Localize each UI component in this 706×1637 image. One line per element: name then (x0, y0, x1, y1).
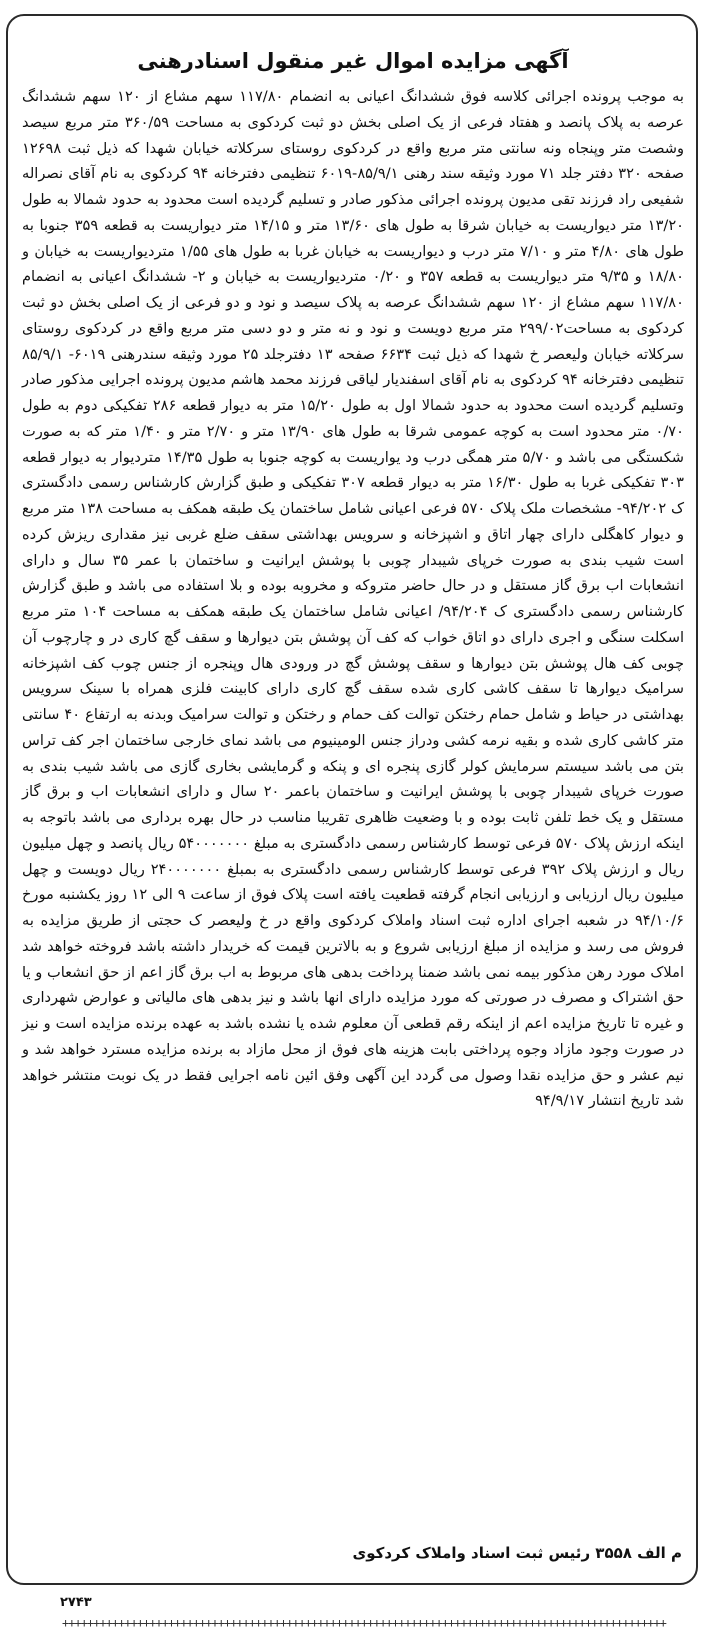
notice-signature: م الف ۳۵۵۸ رئیس ثبت اسناد واملاک کردکوی (352, 1544, 682, 1562)
notice-title: آگهی مزایده اموال غیر منقول اسنادرهنی (137, 49, 569, 73)
notice-code: ۲۷۴۳ (60, 1595, 92, 1610)
plus-divider: +++++++++++++++++++++++++++++++++++++++++++++++++++++++++++++++++++++++++++++++++++++++++++++++++ (62, 1616, 666, 1630)
notice-document (22, 44, 684, 1114)
notice-body: به موجب پرونده اجرائی کلاسه فوق ششدانگ اعیانی به انضمام ۱۱۷/۸۰ سهم مشاع از ۱۲۰ سهم ششدانگ عرصه به پلاک پانصد و هفتاد فرعی از یک اصلی بخش دو ثبت کردکوی به مساحت ۳۶۰/۵۹ متر مربع سیصد وشصت متر وپنجاه ونه سانتی متر مربع واقع در کردکوی روستای سرکلاته خیابان شهدا که ذیل ثبت ۱۲۶۹۸ صفحه ۳۲۰ دفتر جلد ۷۱ مورد وثیقه سند رهنی ۸۵/۹/۱-۶۰۱۹ تنظیمی دفترخانه ۹۴ کردکوی به نام آقای نصراله شفیعی راد فرزند تقی مدیون پرونده اجرائی مذکور صادر و تسلیم گردیده است محدود به حدود شمالا به طول ۱۳/۲۰ متر دیواریست به خیابان شرقا به طول های ۱۳/۶۰ متر و ۱۴/۱۵ متر دیواریست به قطعه ۳۵۹ جنوبا به طول های ۴/۸۰ متر و ۷/۱۰ متر درب و دیواریست به خیابان غربا به طول های ۱/۵۵ متردیواریست به خیابان و ۱۸/۸۰ و ۹/۳۵ متر دیواریست به قطعه ۳۵۷ و ۰/۲۰ متردیواریست به خیابان و ۲- ششدانگ اعیانی به انضمام ۱۱۷/۸۰ سهم مشاع از ۱۲۰ سهم ششدانگ عرصه به پلاک سیصد و نود و دو فرعی از یک اصلی بخش دو ثبت کردکوی به مساحت۲۹۹/۰۲ متر مربع دویست و نود و نه متر و دو دسی متر مربع واقع در کردکوی روستای سرکلاته خیابان ولیعصر خ شهدا که ذیل ثبت ۶۶۳۴ صفحه ۱۳ دفترجلد ۲۵ مورد وثیقه سندرهنی ۶۰۱۹- ۸۵/۹/۱ تنظیمی دفترخانه ۹۴ کردکوی به نام آقای اسفندیار لیاقی فرزند محمد هاشم مدیون پرونده اجرایی مذکور صادر وتسلیم گردیده است محدود به حدود شمالا اول به طول ۱۵/۲۰ متر به دیوار قطعه ۲۸۶ تفکیکی دوم به طول ۰/۷۰ متر محدود است به کوچه عمومی شرقا به طول های ۱۳/۹۰ متر و ۲/۷۰ متر و ۱/۴۰ متر که به صورت شکستگی می باشد و ۵/۷۰ متر همگی درب ود یواریست به کوچه جنوبا به طول ۱۴/۳۵ متردیوار به دیوار قطعه ۳۰۳ تفکیکی غربا به طول ۱۶/۳۰ متر به دیوار قطعه ۳۰۷ تفکیکی و طبق گزارش کارشناس رسمی دادگستری ک ۹۴/۲۰۲- مشخصات ملک پلاک ۵۷۰ فرعی اعیانی شامل ساختمان یک طبقه همکف به مساحت ۱۳۸ متر مربع و دیوار کاهگلی دارای چهار اتاق و اشپزخانه و سرویس بهداشتی سقف ضلع غربی نیز مقداری ریزش کرده است شیب بندی به صورت خرپای شیبدار چوبی با پوشش ایرانیت و ساختمان با عمر ۳۵ سال و دارای انشعابات اب برق گاز مستقل و در حال حاضر متروکه و مخروبه بوده و بلا استفاده می باشد و طبق گزارش کارشناس رسمی دادگستری ک ۹۴/۲۰۴/ اعیانی شامل ساختمان یک طبقه همکف به مساحت ۱۰۴ متر مربع اسکلت سنگی و اجری دارای دو اتاق خواب که کف آن پوشش بتن دیوارها و سقف گچ کاری در و چارچوب آن چوبی کف هال پوشش بتن دیوارها و سقف پوشش گچ در ورودی هال وپنجره از جنس چوب کف اشپزخانه سرامیک دیوارها تا سقف کاشی کاری شده سقف گچ کاری دارای کابینت فلزی همراه با سینک سرویس بهداشتی در حیاط و شامل حمام رختکن توالت کف حمام و رختکن و توالت سرامیک وبدنه به ارتفاع ۴۰ سانتی متر کاشی کاری شده و بقیه نرمه کشی ودراز جنس الومینیوم می باشد نمای خارجی ساختمان اجر کف تراس بتن می باشد سیستم سرمایش کولر گازی پنجره ای و پنکه و گرمایشی بخاری گازی می باشد شیب بندی به صورت خرپای شیبدار چوبی با پوشش ایرانیت و ساختمان باعمر ۲۰ سال و دارای انشعابات اب و برق گاز مستقل و یک خط تلفن ثابت بوده و با وضعیت ظاهری تقریبا مناسب در حال بهره برداری می باشد باتوجه به اینکه ارزش پلاک ۵۷۰ فرعی توسط کارشناس رسمی دادگستری به مبلغ ۵۴۰۰۰۰۰۰۰ ریال پانصد و چهل میلیون ریال و ارزش پلاک ۳۹۲ فرعی توسط کارشناس رسمی دادگستری به بمبلغ ۲۴۰۰۰۰۰۰۰ ریال دویست و چهل میلیون ریال ارزیابی و ارزیابی انجام گرفته قطعیت یافته است پلاک فوق از ساعت ۹ الی ۱۲ روز یکشنبه مورخ ۹۴/۱۰/۶ در شعبه اجرای اداره ثبت اسناد واملاک کردکوی واقع در خ ولیعصر ک حجتی از طریق مزایده به فروش می رسد و مزایده از مبلغ ارزیابی شروع و به بالاترین قیمت که خریدار داشته باشد فروخته خواهد شد املاک مورد رهن مذکور بیمه نمی باشد ضمنا پرداخت بدهی های مربوط به اب برق گاز اعم از حق انشعاب و یا حق اشتراک و مصرف در صورتی که مورد مزایده دارای انها باشد و نیز بدهی های مالیاتی و عوارض شهرداری و غیره تا تاریخ مزایده اعم از اینکه رقم قطعی آن معلوم شده یا نشده باشد به عهده برنده مزایده است و نیز در صورت وجود مازاد وجوه پرداختی بابت هزینه های فوق از محل مازاد به برنده مزایده مسترد خواهد شد و نیم عشر و حق مزایده نقدا وصول می گردد این آگهی وفق ائین نامه اجرایی فقط در یک نوبت منتشر خواهد شد تاریخ انتشار ۹۴/۹/۱۷ (22, 88, 685, 1110)
